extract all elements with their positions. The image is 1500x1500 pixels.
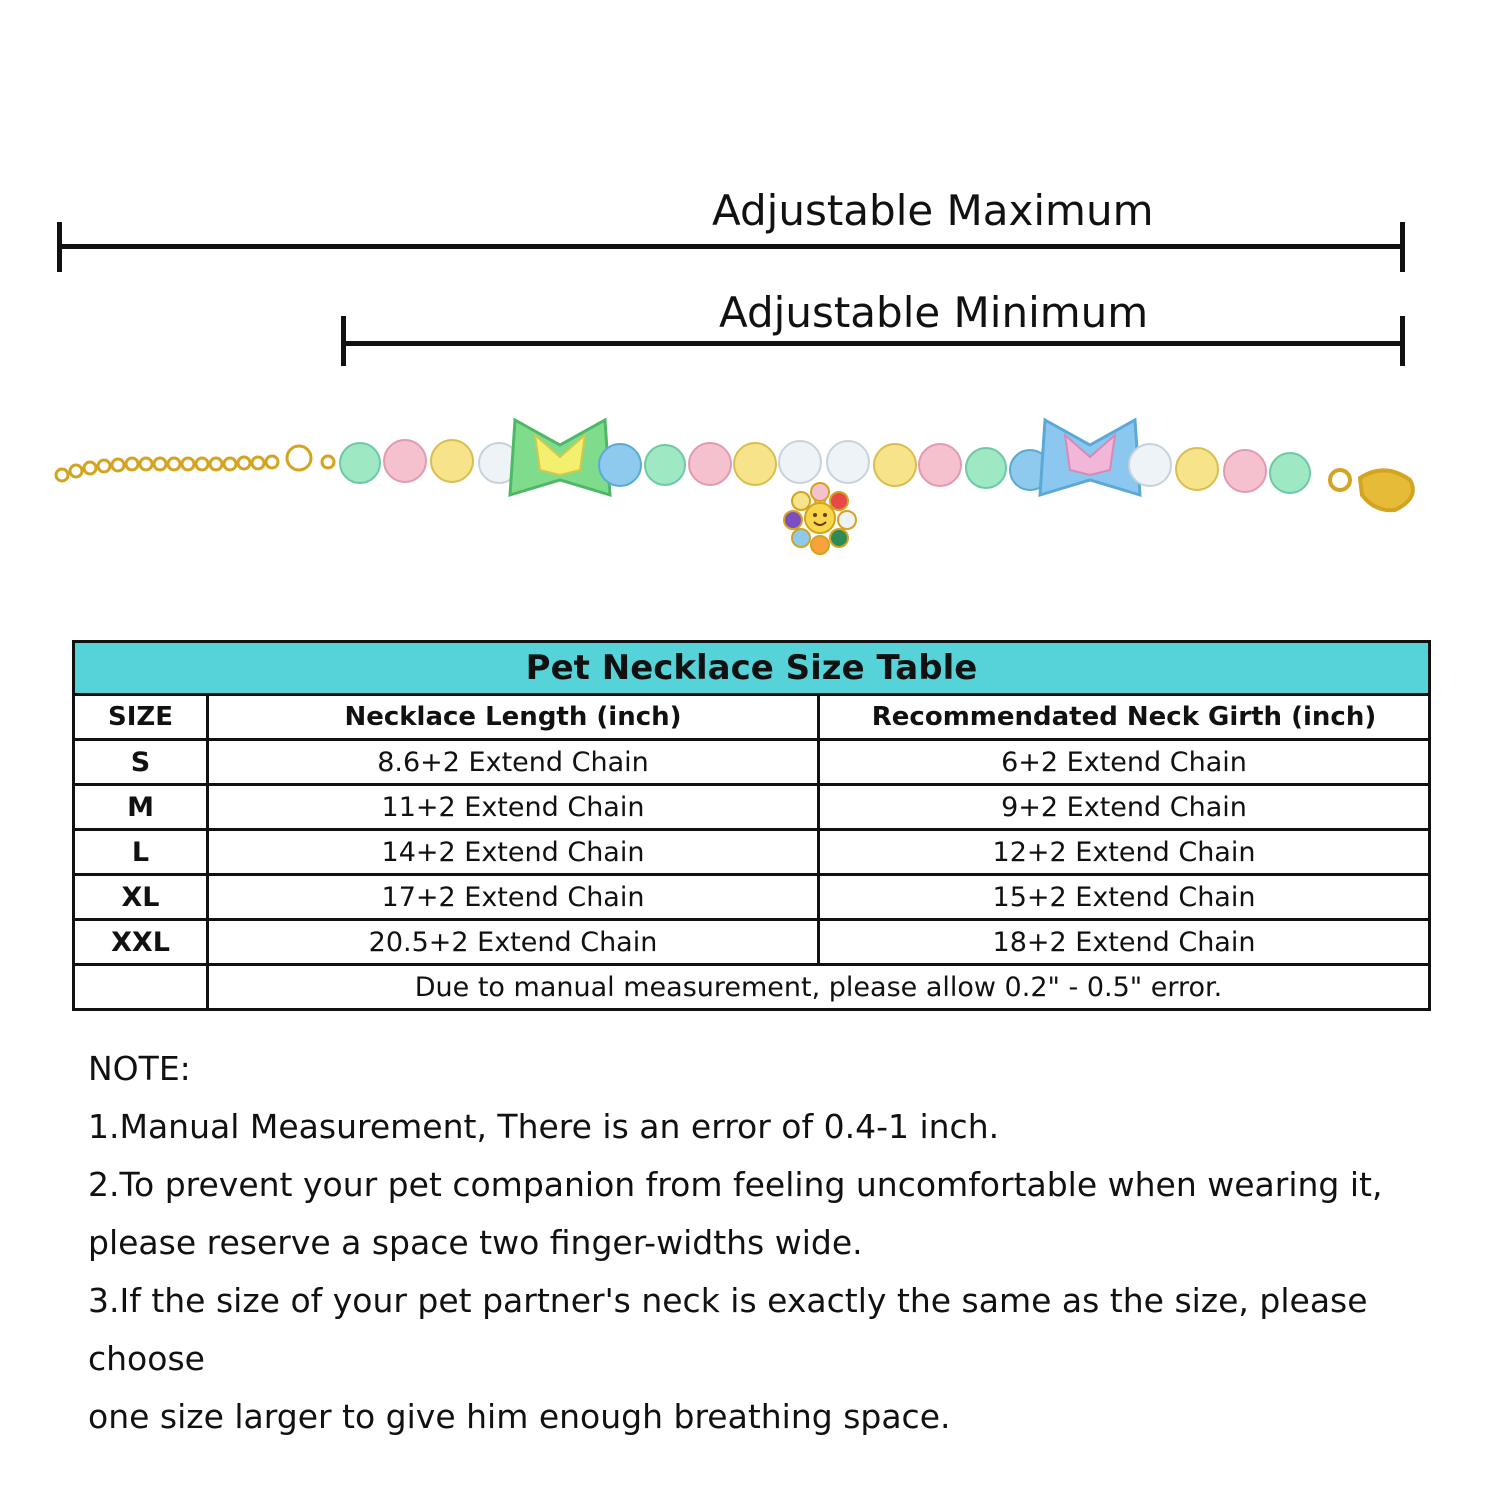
size-cell: XXL xyxy=(74,920,208,965)
extension-chain xyxy=(56,446,334,481)
measurement-footnote: Due to manual measurement, please allow 0.2" - 0.5" error. xyxy=(208,965,1430,1010)
lobster-clasp xyxy=(1330,470,1413,510)
length-cell: 17+2 Extend Chain xyxy=(208,875,819,920)
beads-middle xyxy=(599,441,1050,490)
adjustable-maximum-label: Adjustable Maximum xyxy=(712,186,1154,235)
table-row xyxy=(74,875,1430,920)
size-cell: S xyxy=(74,740,208,785)
table-row xyxy=(74,740,1430,785)
length-cell: 11+2 Extend Chain xyxy=(208,785,819,830)
min-right-tick xyxy=(1400,316,1405,366)
table-row xyxy=(74,920,1430,965)
green-butterfly-charm xyxy=(510,420,610,495)
note-line: 3.If the size of your pet partner's neck is exactly the same as the size, please choose xyxy=(88,1281,1368,1378)
header-necklace-length: Necklace Length (inch) xyxy=(208,695,819,740)
header-size: SIZE xyxy=(74,695,208,740)
beads-right xyxy=(1129,444,1310,493)
girth-cell: 12+2 Extend Chain xyxy=(819,830,1430,875)
table-row xyxy=(74,830,1430,875)
adjustable-minimum-line xyxy=(341,341,1405,346)
size-cell: L xyxy=(74,830,208,875)
adjustable-maximum-line xyxy=(57,244,1405,249)
blue-butterfly-charm xyxy=(1040,420,1140,495)
header-neck-girth: Recommendated Neck Girth (inch) xyxy=(819,695,1430,740)
size-table-title: Pet Necklace Size Table xyxy=(74,642,1430,695)
girth-cell: 6+2 Extend Chain xyxy=(819,740,1430,785)
length-cell: 20.5+2 Extend Chain xyxy=(208,920,819,965)
size-table xyxy=(72,640,1431,1011)
length-cell: 8.6+2 Extend Chain xyxy=(208,740,819,785)
size-cell: M xyxy=(74,785,208,830)
note-line: 1.Manual Measurement, There is an error of 0.4-1 inch. xyxy=(88,1107,1000,1146)
beads-left xyxy=(340,440,519,483)
table-header-row xyxy=(74,695,1430,740)
note-line: please reserve a space two finger-widths wide. xyxy=(88,1223,863,1262)
note-line: one size larger to give him enough breathing space. xyxy=(88,1397,951,1436)
girth-cell: 18+2 Extend Chain xyxy=(819,920,1430,965)
size-cell: XL xyxy=(74,875,208,920)
notes-section xyxy=(88,1040,1448,1446)
table-footnote-row xyxy=(74,965,1430,1010)
girth-cell: 15+2 Extend Chain xyxy=(819,875,1430,920)
beaded-butterfly-necklace-icon xyxy=(40,400,1460,590)
length-cell: 14+2 Extend Chain xyxy=(208,830,819,875)
table-row xyxy=(74,785,1430,830)
notes-heading: NOTE: xyxy=(88,1049,191,1088)
empty-cell xyxy=(74,965,208,1010)
adjustable-minimum-label: Adjustable Minimum xyxy=(719,288,1149,337)
max-right-tick xyxy=(1400,222,1405,272)
girth-cell: 9+2 Extend Chain xyxy=(819,785,1430,830)
flower-charm xyxy=(784,483,856,554)
note-line: 2.To prevent your pet companion from feeling uncomfortable when wearing it, xyxy=(88,1165,1383,1204)
